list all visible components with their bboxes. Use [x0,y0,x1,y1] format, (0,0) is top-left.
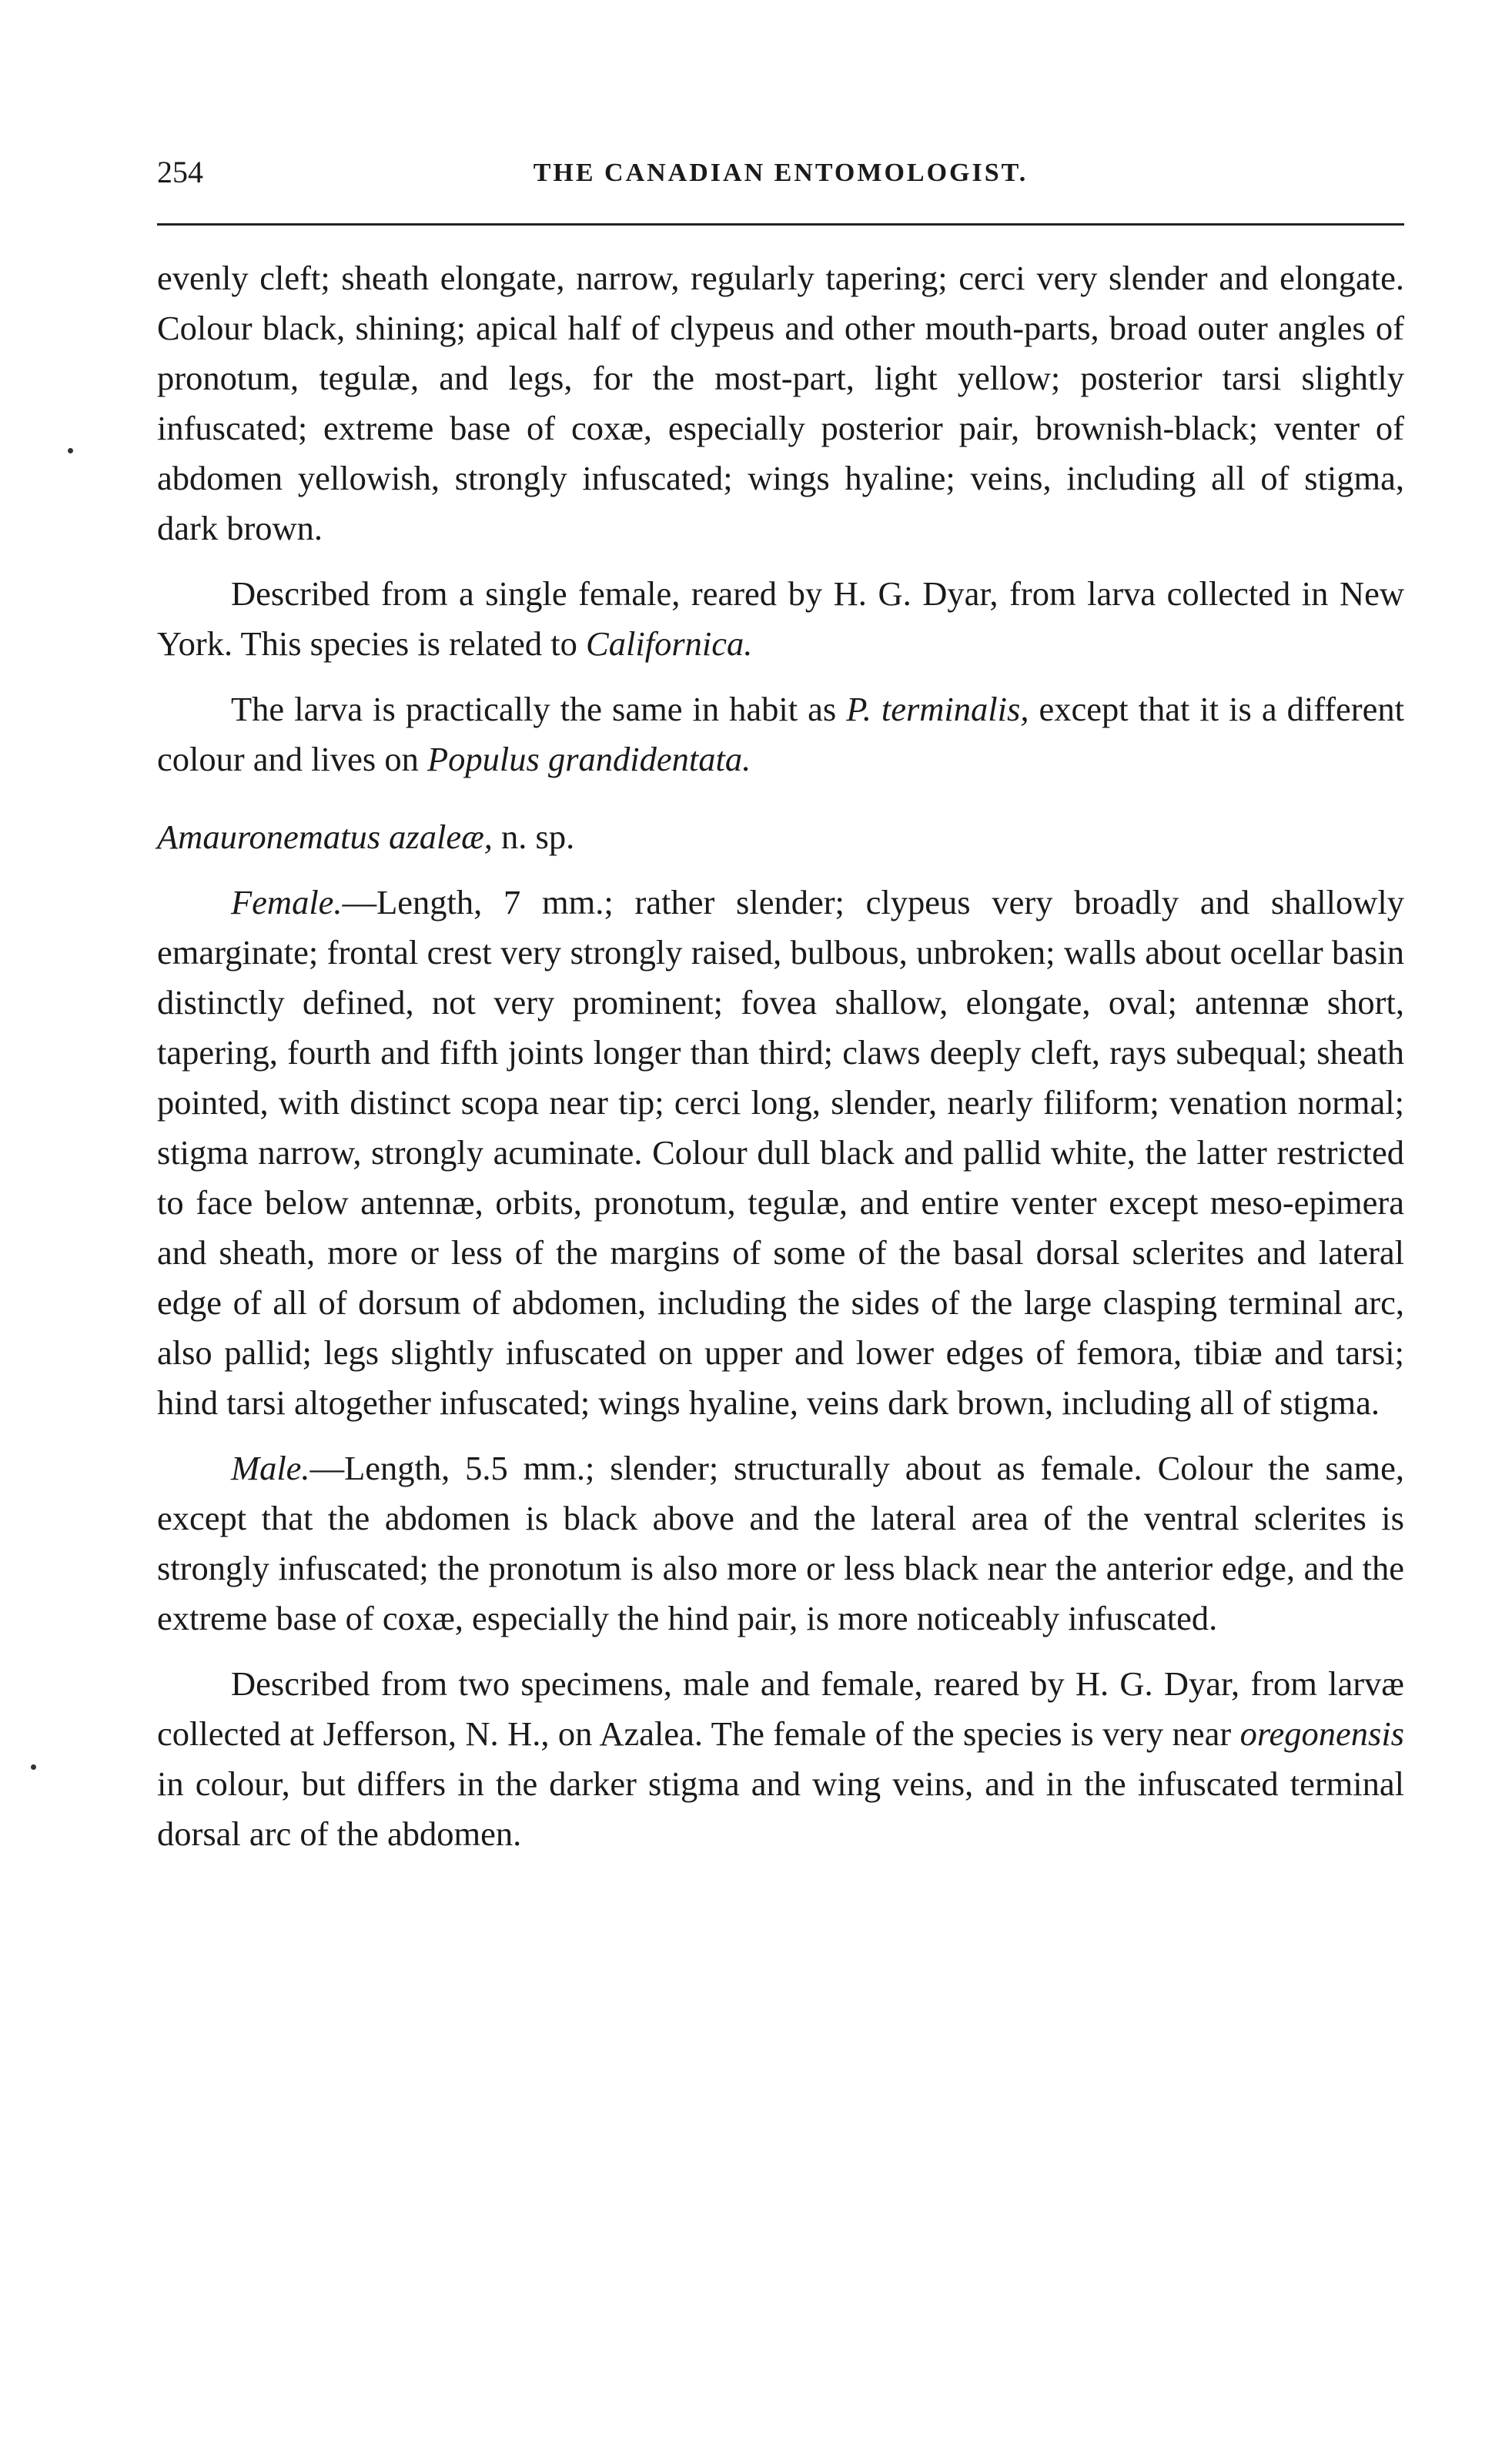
paragraph-text: in colour, but differs in the darker stigma and wing veins, and in the infuscated terminal dorsal arc of the abdomen. [157,1764,1404,1853]
female-description: —Length, 7 mm.; rather slender; clypeus very broadly and shallowly emarginate; frontal crest very strongly raised, bulbous, unbroken; walls about ocellar basin distinctly defined, not very prominent; fovea shallow, elongate, oval; antennæ short, tapering, fourth and fifth joints longer than third; claws deeply cleft, rays subequal; sheath pointed, with distinct scopa near tip; cerci long, slender, nearly filiform; venation normal; stigma narrow, strongly acuminate. Colour dull black and pallid white, the latter restricted to face below antennæ, orbits, pronotum, tegulæ, and entire venter except meso-epimera and sheath, more or less of the margins of some of the basal dorsal sclerites and lateral edge of all of dorsum of abdomen, including the sides of the large clasping terminal arc, also pallid; legs slightly infuscated on upper and lower edges of femora, tibiæ and tarsi; hind tarsi altogether infuscated; wings hyaline, veins dark brown, including all of stigma. [157,883,1404,1422]
species-heading-name: Amauronematus azaleæ, [157,818,493,856]
species-name: oregonensis [1239,1714,1404,1753]
host-plant-name: Populus grandidentata. [427,740,751,778]
male-label: Male. [231,1449,310,1487]
paragraph-text: Described from two specimens, male and female, reared by H. G. Dyar, from larvæ collected at Jefferson, N. H., on Azalea. The female of the species is very near [157,1664,1404,1753]
species-heading-suffix: n. sp. [492,818,575,856]
document-page [157,154,1404,2386]
male-description: —Length, 5.5 mm.; slender; structurally about as female. Colour the same, except that the abdomen is black above and the lateral area of the ventral sclerites is strongly infuscated; the pronotum is also more or less black near the anterior edge, and the extreme base of coxæ, especially the hind pair, is more noticeably infuscated. [157,1449,1404,1637]
body-text [157,253,1404,1859]
paragraph-continuation: evenly cleft; sheath elongate, narrow, regularly tapering; cerci very slender and elongate. Colour black, shining; apical half of clypeus and other mouth-parts, broad outer angles of pronotum, tegulæ, and legs, for the most-part, light yellow; posterior tarsi slightly infuscated; extreme base of coxæ, especially posterior pair, brownish-black; venter of abdomen yellowish, strongly infuscated; wings hyaline; veins, including all of stigma, dark brown. [157,259,1404,547]
species-heading [157,812,1404,862]
paragraph-text: Described from a single female, reared by H. G. Dyar, from larva collected in New York. This species is related to [157,574,1404,663]
paragraph-female [157,878,1404,1428]
species-name: Californica. [586,624,753,663]
page-number: 254 [157,155,203,189]
running-head [157,154,1404,208]
print-speck [31,1764,36,1770]
paragraph-final [157,1659,1404,1859]
paragraph-text: The larva is practically the same in habit as [231,690,847,728]
header-rule [157,223,1404,226]
species-name: P. terminalis, [846,690,1029,728]
female-label: Female. [231,883,343,921]
print-speck [68,448,73,453]
journal-title: THE CANADIAN ENTOMOLOGIST. [533,159,1029,187]
paragraph-larva [157,684,1404,784]
paragraph-text: except that it is a different colour and lives on [157,690,1404,778]
paragraph-male [157,1443,1404,1644]
paragraph-description-source [157,569,1404,669]
